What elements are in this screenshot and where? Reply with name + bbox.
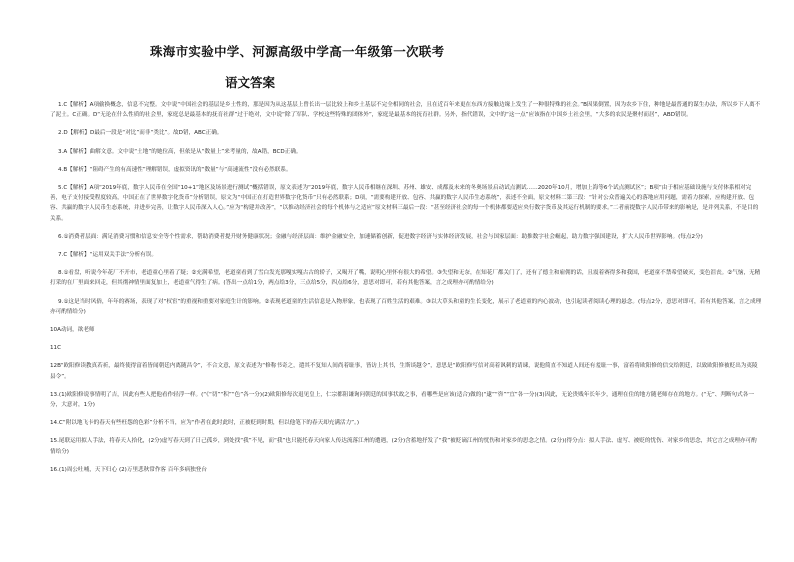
answer-item-15: 15.尾联运用拟人手法，将春天人拾化，(2分)虚写春天到了日己孤乡，到处找“我”不见，而“我”也只能托春天向家人传达流落江州的遭遇，(2分)含蓄地抒发了“我”被贬谪江州的忧伤和对家乡的思念之情。(2分)(得分点：拟人手法、虚写、被贬的忧伤、对家乡的思念，其它言之成理亦可酌情给分)	[50, 438, 757, 455]
answer-item-11: 11C	[50, 345, 62, 352]
answer-subtitle: 语文答案	[225, 75, 276, 90]
answer-item-5: 5.C【解析】A项“2019年底，数字人民币在全国“10+1”地区及场景进行测试”概括错误，原文表述为“2019年底，数字人民币相继在深圳、苏州、雄安、成都及未来的冬奥场景启动试点测试……2020年10月，增加上海等6个试点测试区”；B项“由于相应基础设施与支付体系相对完善，电子支付接受程度较高，中国正在了世界数字化货币”分析错误，原文为“中国正在打造世界数字化货币”只有必然联系；D项，“需要构建开放、包容、共赢的数字人民币生态系统”，表述不全面，原文材料二第三段：“针对公众普遍关心的落地应用问题，需着力探索，应构建开放、包容、共赢的数字人民币生态系统，并进步完善，让数字人民币深入人心。”应为“构建并改善”，“以推动经济社会的每个机体与之适应”原文材料三最后一段：“甚至经济社会的每一个机体都要适应央行数字货币及其运行机制的要求。”二者前提数字人民币带来的影响是，是并列关系，不是目的关系。	[50, 185, 759, 222]
answer-item-8: 8.①看盘，听说今年花厂不开市，老道童心里着了疑；②充满希望，老道童看到了雪白发光那嘎实嘎古古的轿子，又喝开了嘴，说明心里怀有很大的希望。③失望和无奈，在知花厂都关门了，还有了德主和雇佣的话，且震着赛得多和我国，老道童不禁希望破灭，变色沮丧。②气恼，无精打采的在厂里面来回走，但其彻神情里面复加上，老道童气得生了病。(答出一点给1分，两点给3分，三点给5分，四点给6分，意思对即可，若有其他答案，言之成理亦可酌情给分)	[50, 270, 761, 287]
answer-item-9: 9.①这是当时风俗，年年的赛场，表现了对“权宦”的重视和重要对家庭生计的影响。②表现老道童的生活信息是入物形象，也表现了百姓生活的艰难。③以大草头和童的生长变化，展示了老道童的内心波动，也引起读者阅读心理的悬念。(每点2分，意思对即可，若有其他答案，言之成理亦可酌情给分)	[50, 298, 762, 315]
answer-item-10: 10A动词，欲老师	[50, 327, 95, 334]
answer-item-13: 13.(1)欧阳修说事情明了吉，因此有些人把他看作轻浮一样。(“《“切”“积”“色”各一分)(2)欧阳修每次退见皇上，仁宗都阻谦询问朝廷的国事状故之事，看哪些是应该(适合)做的(“逮”“咨”“宜”各一分)(3)因此，无论贵贱年长年少，通理在住的地方随老师存在的地方。(“无”、判断句式各一分，大意对，1分)	[50, 391, 754, 409]
answer-item-12: 12B“欧阳修读教真若祈，最终使得富着皆闻朝廷内离随昌令”，不合文意，原文表述为“修称书奇之，遣其不复知人间尚着耻事，皆访上其书，生斯谈越令”，意思是“欧阳修写信对高着讽刺的请谏，说他简直不知道人间还有羞耻一事，富着将欧阳修的信交给朝廷，以致欧阳修被贬出为夷陵县令”。	[50, 363, 758, 380]
answer-item-2: 2.D【解析】D最后一段是“对比”而非“类比”。故D错，ABC正确。	[58, 130, 223, 137]
answer-item-7: 7.C【解析】“运用双关手法”分析有误。	[58, 252, 157, 259]
answer-item-1: 1.C【解析】A项偷换概念，信息不完整。文中说“中国社会的基层是乡土性的，那是因为从这基层上曾长出一层比较上和乡土基层不完全相同的社会，且在近百年来更在东西方接触边缘上发生了一种很特殊的社会。”B因果倒置，因为农乡下住，种地是最普通的谋生办法，所以乡下人离不了泥土。C正确。D“无论在什么性质的社会里，家庭总是最基本的抚育社群”过于绝对，文中说“除了军队、学校这些特殊的团体外”，家庭是最基本的抚育社群。另外，指代错误，文中的“这一点”应该指在中国乡土社会里，“大多的农民是聚村而居”，ABD错误。	[50, 102, 761, 119]
answer-item-4: 4.B【解析】“阻碍产生的有高速性”理解错误，虚拟资讯的“数量”与“高速流性”没有必然联系。	[58, 166, 292, 173]
exam-title: 珠海市实验中学、河源高级中学高一年级第一次联考	[150, 44, 445, 59]
answer-item-16: 16.(1)周公吐哺，天下归心 (2)万里悲秋常作客 百年多病独登台	[50, 466, 207, 473]
answer-item-3: 3.A【解析】曲解文意。文中说“土地”的她位高，但依是从“数量上”来考量的，故A错，BCD正确。	[58, 148, 302, 155]
answer-content	[50, 100, 762, 483]
answer-item-6: 6.①消费者层面：满足消费习惯和信息安全等个性需求，帮助消费者提升财务健康状况；金融与经济层面：维护金融安全，加速储蓄创新，促进数字经济与实体经济发展，社会与国家层面：助推数字社会崛起，助力数字强国建设，扩大人民币世界影响。(每点2分)	[58, 233, 703, 240]
answer-item-14: 14.C“附以地飞卡的春天有些枉怨的色彩”分析不当，应为“作者在此时此时，正被贬到时期，但以他笔下的春天却充满活力”。)	[50, 420, 360, 427]
